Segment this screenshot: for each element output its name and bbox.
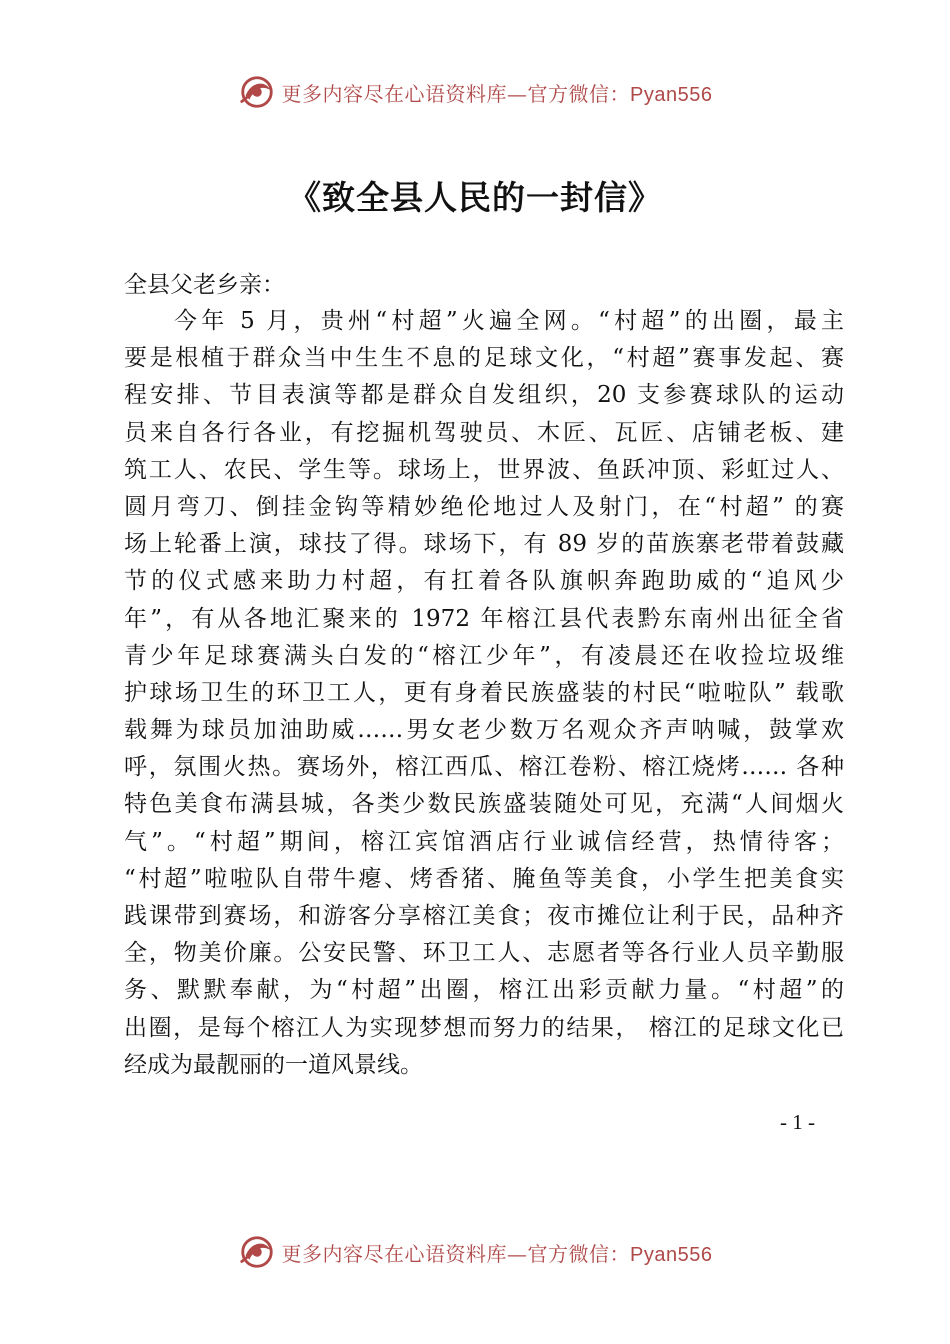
brand-logo-icon [238, 73, 276, 111]
watermark-text: 更多内容尽在心语资料库—官方微信：Pyan556 [281, 81, 713, 106]
page-number: - 1 - [780, 1110, 815, 1134]
body-line: 特色美食布满县城，各类少数民族盛装随处可见，充满“人间烟火 [124, 791, 844, 818]
body-line: 经成为最靓丽的一道风景线。 [124, 1051, 423, 1078]
body-line: 筑工人、农民、学生等。球场上，世界波、鱼跃冲顶、彩虹过人、 [124, 456, 844, 483]
body-line: 气”。“村超”期间，榕江宾馆酒店行业诚信经营，热情待客； [124, 828, 844, 855]
body-line: 今年 5 月，贵州“村超”火遍全网。“村超”的出圈，最主 [174, 308, 844, 334]
body-line: 年”，有从各地汇聚来的 1972 年榕江县代表黔东南州出征全省 [124, 605, 844, 632]
body-line: 程安排、节目表演等都是群众自发组织，20 支参赛球队的运动 [124, 382, 844, 409]
salutation: 全县父老乡亲： [124, 272, 285, 298]
body-line: 践课带到赛场，和游客分享榕江美食；夜市摊位让利于民，品种齐 [124, 903, 844, 929]
body-line: 圆月弯刀、倒挂金钩等精妙绝伦地过人及射门，在“村超” 的赛 [124, 493, 844, 520]
body-line: 载舞为球员加油助威……男女老少数万名观众齐声呐喊，鼓掌欢 [124, 717, 844, 744]
watermark-footer [0, 1232, 950, 1272]
body-line: 全，物美价廉。公安民警、环卫工人、志愿者等各行业人员辛勤服 [124, 940, 844, 967]
body-line: 节的仪式感来助力村超，有扛着各队旗帜奔跑助威的“追风少 [124, 568, 844, 595]
brand-logo-icon [238, 1233, 276, 1271]
body-line: 护球场卫生的环卫工人，更有身着民族盛装的村民“啦啦队” 载歌 [124, 679, 844, 706]
watermark-text: 更多内容尽在心语资料库—官方微信：Pyan556 [281, 1241, 713, 1266]
body-line: 出圈，是每个榕江人为实现梦想而努力的结果， 榕江的足球文化已 [124, 1014, 844, 1041]
body-line: 员来自各行各业，有挖掘机驾驶员、木匠、瓦匠、店铺老板、建 [124, 419, 844, 446]
watermark-header [0, 72, 950, 112]
body-line: 青少年足球赛满头白发的“榕江少年”，有凌晨还在收捡垃圾维 [124, 642, 844, 669]
body-line: 要是根植于群众当中生生不息的足球文化，“村超”赛事发起、赛 [124, 345, 844, 372]
body-line: 呼，氛围火热。赛场外，榕江西瓜、榕江卷粉、榕江烧烤…… 各种 [124, 754, 844, 781]
body-line: 务、默默奉献，为“村超”出圈，榕江出彩贡献力量。“村超”的 [124, 977, 844, 1004]
letter-title: 《致全县人民的一封信》 [288, 178, 662, 217]
body-line: “村超”啦啦队自带牛瘪、烤香猪、腌鱼等美食，小学生把美食实 [124, 865, 844, 892]
body-line: 场上轮番上演，球技了得。球场下，有 89 岁的苗族寨老带着鼓藏 [124, 531, 844, 558]
letter-body [124, 303, 844, 1084]
